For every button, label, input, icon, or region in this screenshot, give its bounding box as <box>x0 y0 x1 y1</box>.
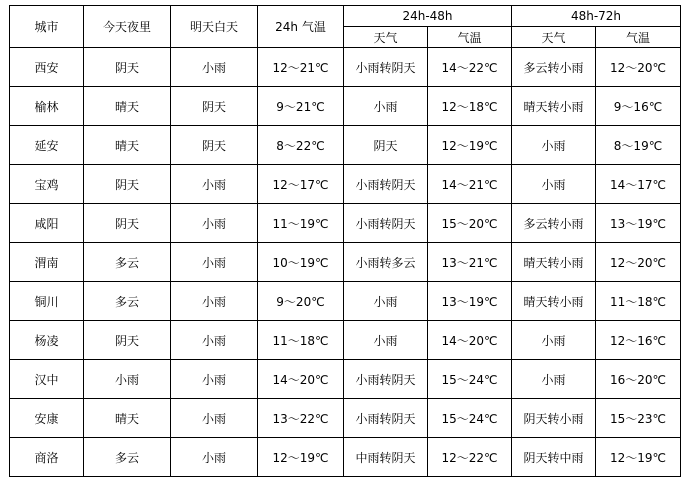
table-row <box>10 399 681 438</box>
cell-weather-24-48h: 小雨转阴天 <box>344 165 428 204</box>
cell-weather-48-72h: 晴天转小雨 <box>512 87 596 126</box>
cell-temp-48-72h: 12～16℃ <box>596 321 681 360</box>
cell-tonight-weather: 多云 <box>84 282 171 321</box>
cell-temp-24h: 9～20℃ <box>258 282 344 321</box>
cell-tomorrow-day-weather: 小雨 <box>171 399 258 438</box>
cell-tonight-weather: 晴天 <box>84 399 171 438</box>
cell-temp-24h: 12～17℃ <box>258 165 344 204</box>
cell-city: 榆林 <box>10 87 84 126</box>
cell-weather-24-48h: 中雨转阴天 <box>344 438 428 477</box>
cell-temp-24h: 11～18℃ <box>258 321 344 360</box>
cell-tonight-weather: 阴天 <box>84 48 171 87</box>
cell-tonight-weather: 阴天 <box>84 204 171 243</box>
header-tonight: 今天夜里 <box>84 6 171 48</box>
cell-weather-48-72h: 晴天转小雨 <box>512 243 596 282</box>
header-tomorrow-day: 明天白天 <box>171 6 258 48</box>
cell-weather-48-72h: 阴天转小雨 <box>512 399 596 438</box>
cell-city: 宝鸡 <box>10 165 84 204</box>
table-row <box>10 243 681 282</box>
cell-tomorrow-day-weather: 阴天 <box>171 87 258 126</box>
cell-temp-24h: 11～19℃ <box>258 204 344 243</box>
table-row <box>10 321 681 360</box>
cell-temp-24-48h: 12～22℃ <box>428 438 512 477</box>
cell-temp-24-48h: 13～19℃ <box>428 282 512 321</box>
cell-city: 渭南 <box>10 243 84 282</box>
cell-weather-48-72h: 多云转小雨 <box>512 48 596 87</box>
cell-tomorrow-day-weather: 阴天 <box>171 126 258 165</box>
cell-temp-24h: 12～19℃ <box>258 438 344 477</box>
header-city: 城市 <box>10 6 84 48</box>
cell-temp-24-48h: 12～19℃ <box>428 126 512 165</box>
table-row <box>10 282 681 321</box>
cell-weather-24-48h: 小雨转阴天 <box>344 360 428 399</box>
cell-weather-24-48h: 阴天 <box>344 126 428 165</box>
cell-weather-24-48h: 小雨 <box>344 87 428 126</box>
cell-city: 商洛 <box>10 438 84 477</box>
cell-temp-48-72h: 11～18℃ <box>596 282 681 321</box>
cell-temp-48-72h: 16～20℃ <box>596 360 681 399</box>
header-row-top <box>10 6 681 27</box>
cell-tonight-weather: 多云 <box>84 243 171 282</box>
table-row <box>10 87 681 126</box>
cell-tonight-weather: 阴天 <box>84 321 171 360</box>
weather-forecast-table <box>9 5 681 477</box>
cell-temp-24h: 14～20℃ <box>258 360 344 399</box>
cell-temp-48-72h: 13～19℃ <box>596 204 681 243</box>
header-weather-72h: 天气 <box>512 27 596 48</box>
header-temp-48h: 气温 <box>428 27 512 48</box>
table-row <box>10 165 681 204</box>
cell-tomorrow-day-weather: 小雨 <box>171 360 258 399</box>
cell-temp-24-48h: 14～21℃ <box>428 165 512 204</box>
cell-tonight-weather: 小雨 <box>84 360 171 399</box>
cell-weather-48-72h: 小雨 <box>512 321 596 360</box>
cell-temp-24h: 9～21℃ <box>258 87 344 126</box>
cell-temp-24-48h: 15～24℃ <box>428 399 512 438</box>
cell-weather-24-48h: 小雨转阴天 <box>344 399 428 438</box>
cell-temp-48-72h: 14～17℃ <box>596 165 681 204</box>
cell-temp-24-48h: 15～20℃ <box>428 204 512 243</box>
cell-temp-48-72h: 8～19℃ <box>596 126 681 165</box>
header-weather-48h: 天气 <box>344 27 428 48</box>
table-body <box>10 48 681 477</box>
cell-temp-24-48h: 14～20℃ <box>428 321 512 360</box>
cell-temp-24-48h: 14～22℃ <box>428 48 512 87</box>
cell-weather-48-72h: 晴天转小雨 <box>512 282 596 321</box>
table-row <box>10 438 681 477</box>
cell-temp-48-72h: 12～20℃ <box>596 243 681 282</box>
cell-temp-24h: 10～19℃ <box>258 243 344 282</box>
cell-weather-24-48h: 小雨转多云 <box>344 243 428 282</box>
cell-tonight-weather: 晴天 <box>84 126 171 165</box>
cell-tomorrow-day-weather: 小雨 <box>171 204 258 243</box>
header-temp-72h: 气温 <box>596 27 681 48</box>
header-temp-24h: 24h 气温 <box>258 6 344 48</box>
cell-temp-48-72h: 12～19℃ <box>596 438 681 477</box>
cell-tonight-weather: 多云 <box>84 438 171 477</box>
table-row <box>10 204 681 243</box>
cell-tomorrow-day-weather: 小雨 <box>171 243 258 282</box>
cell-city: 杨凌 <box>10 321 84 360</box>
cell-temp-24h: 13～22℃ <box>258 399 344 438</box>
cell-city: 西安 <box>10 48 84 87</box>
cell-temp-24h: 12～21℃ <box>258 48 344 87</box>
cell-tomorrow-day-weather: 小雨 <box>171 282 258 321</box>
cell-temp-48-72h: 9～16℃ <box>596 87 681 126</box>
cell-city: 延安 <box>10 126 84 165</box>
cell-weather-24-48h: 小雨 <box>344 321 428 360</box>
cell-temp-48-72h: 15～23℃ <box>596 399 681 438</box>
table-row <box>10 126 681 165</box>
table-row <box>10 360 681 399</box>
cell-tomorrow-day-weather: 小雨 <box>171 438 258 477</box>
cell-tonight-weather: 阴天 <box>84 165 171 204</box>
cell-temp-24-48h: 15～24℃ <box>428 360 512 399</box>
cell-weather-48-72h: 小雨 <box>512 126 596 165</box>
header-group-48-72h: 48h-72h <box>512 6 681 27</box>
cell-weather-48-72h: 阴天转中雨 <box>512 438 596 477</box>
cell-temp-24-48h: 13～21℃ <box>428 243 512 282</box>
cell-weather-48-72h: 小雨 <box>512 165 596 204</box>
cell-city: 铜川 <box>10 282 84 321</box>
cell-temp-24-48h: 12～18℃ <box>428 87 512 126</box>
cell-weather-24-48h: 小雨转阴天 <box>344 204 428 243</box>
cell-temp-48-72h: 12～20℃ <box>596 48 681 87</box>
header-group-24-48h: 24h-48h <box>344 6 512 27</box>
cell-city: 咸阳 <box>10 204 84 243</box>
cell-tomorrow-day-weather: 小雨 <box>171 165 258 204</box>
cell-weather-24-48h: 小雨转阴天 <box>344 48 428 87</box>
cell-tomorrow-day-weather: 小雨 <box>171 321 258 360</box>
cell-tonight-weather: 晴天 <box>84 87 171 126</box>
cell-weather-48-72h: 小雨 <box>512 360 596 399</box>
cell-temp-24h: 8～22℃ <box>258 126 344 165</box>
cell-city: 汉中 <box>10 360 84 399</box>
table-row <box>10 48 681 87</box>
cell-tomorrow-day-weather: 小雨 <box>171 48 258 87</box>
cell-weather-24-48h: 小雨 <box>344 282 428 321</box>
cell-weather-48-72h: 多云转小雨 <box>512 204 596 243</box>
cell-city: 安康 <box>10 399 84 438</box>
weather-forecast-table-container <box>9 5 680 477</box>
